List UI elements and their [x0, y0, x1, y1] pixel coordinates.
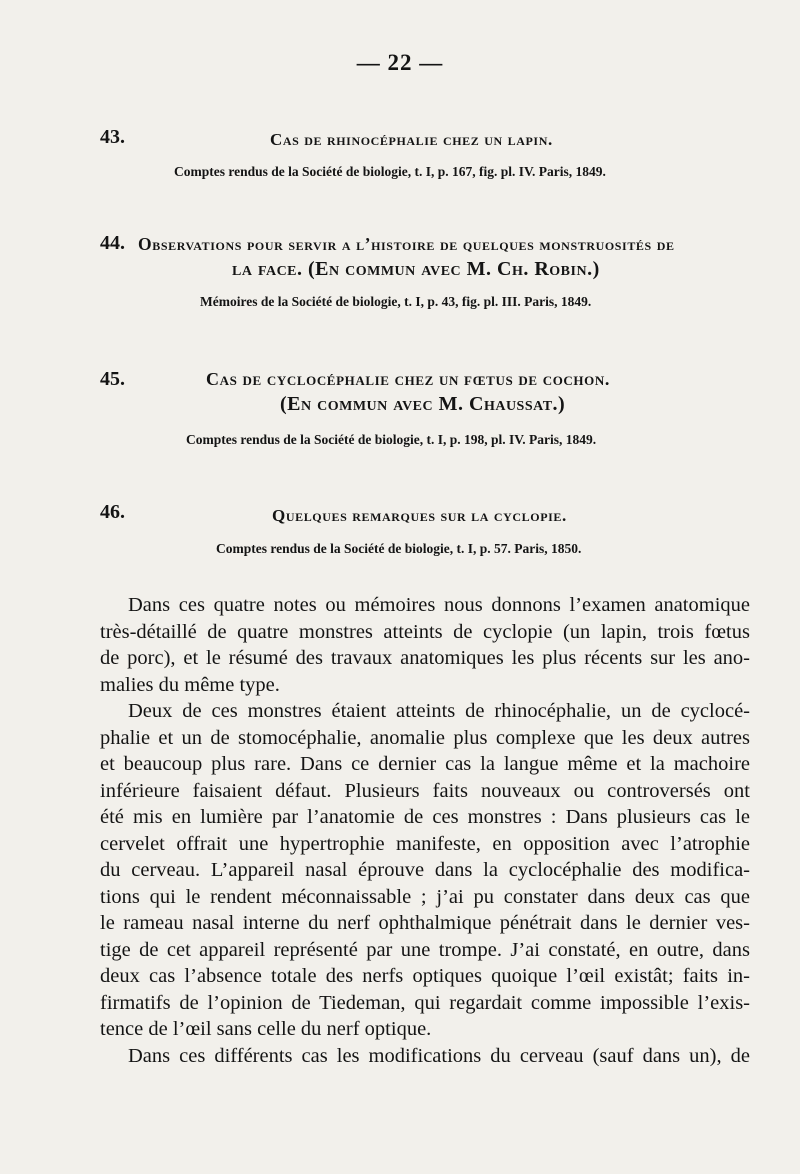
text-line: tige de cet appareil représenté par une trompe. J’ai constaté, en outre, dans [100, 938, 750, 961]
entry-title: Quelques remarques sur la cyclopie. [272, 506, 567, 525]
text-line: Dans ces différents cas les modifications du cerveau (sauf dans un), de [128, 1044, 750, 1067]
entry-reference: Comptes rendus de la Société de biologie, t. I, p. 57. Paris, 1850. [216, 541, 582, 556]
text-line: très-détaillé de quatre monstres atteints de cyclopie (un lapin, trois fœtus [100, 620, 750, 643]
text-line: inférieure faisaient défaut. Plusieurs faits nouveaux ou controversés ont [100, 779, 750, 802]
entry-title: Cas de cyclocéphalie chez un fœtus de cochon. [206, 369, 610, 389]
text-line: de porc), et le résumé des travaux anatomiques les plus récents sur les ano- [100, 647, 750, 669]
body-text [100, 592, 750, 1069]
text-line: malies du même type. [100, 673, 280, 696]
text-line: le rameau nasal interne du nerf ophthalmique pénétrait dans le dernier ves- [100, 912, 750, 934]
text-line: tions qui le rendent méconnaissable ; j’ai pu constater dans deux cas que [100, 885, 750, 908]
text-line: et beaucoup plus rare. Dans ce dernier cas la langue même et la machoire [100, 753, 750, 775]
entry-reference: Comptes rendus de la Société de biologie, t. I, p. 198, pl. IV. Paris, 1849. [186, 432, 597, 447]
text-line: deux cas l’absence totale des nerfs optiques quoique l’œil existât; faits in- [100, 965, 750, 987]
entry-reference: Mémoires de la Société de biologie, t. I, p. 43, fig. pl. III. Paris, 1849. [200, 294, 592, 309]
entry-subtitle: la face. (En commun avec M. Ch. Robin.) [232, 258, 600, 280]
page-number: — 22 — [356, 50, 444, 75]
paragraph [100, 698, 750, 1043]
text-line: Dans ces quatre notes ou mémoires nous donnons l’examen anatomique [128, 594, 750, 616]
entry-title: Observations pour servir a l’histoire de quelques monstruosités de [138, 234, 675, 254]
entry-number: 45. [100, 368, 125, 390]
text-line: été mis en lumière par l’anatomie de ces monstres : Dans plusieurs cas le [100, 806, 750, 828]
entry-number: 44. [100, 232, 125, 254]
entry-subtitle: (En commun avec M. Chaussat.) [280, 393, 566, 415]
entry-title: Cas de rhinocéphalie chez un lapin. [270, 130, 553, 149]
paragraph [100, 1043, 750, 1070]
text-line: du cerveau. L’appareil nasal éprouve dans la cyclocéphalie des modifica- [100, 859, 750, 881]
paragraph [100, 592, 750, 698]
text-line: cervelet offrait une hypertrophie manifeste, en opposition avec l’atrophie [100, 832, 750, 855]
text-line: tence de l’œil sans celle du nerf optique. [100, 1018, 432, 1040]
text-line: phalie et un de stomocéphalie, anomalie plus complexe que les deux autres [100, 726, 750, 749]
text-line: Deux de ces monstres étaient atteints de rhinocéphalie, un de cyclocé- [128, 700, 750, 722]
text-line: firmatifs de l’opinion de Tiedeman, qui regardait comme impossible l’exis- [100, 991, 750, 1014]
entry-number: 46. [100, 501, 125, 523]
entry-reference: Comptes rendus de la Société de biologie, t. I, p. 167, fig. pl. IV. Paris, 1849. [174, 164, 606, 179]
entry-number: 43. [100, 126, 125, 148]
